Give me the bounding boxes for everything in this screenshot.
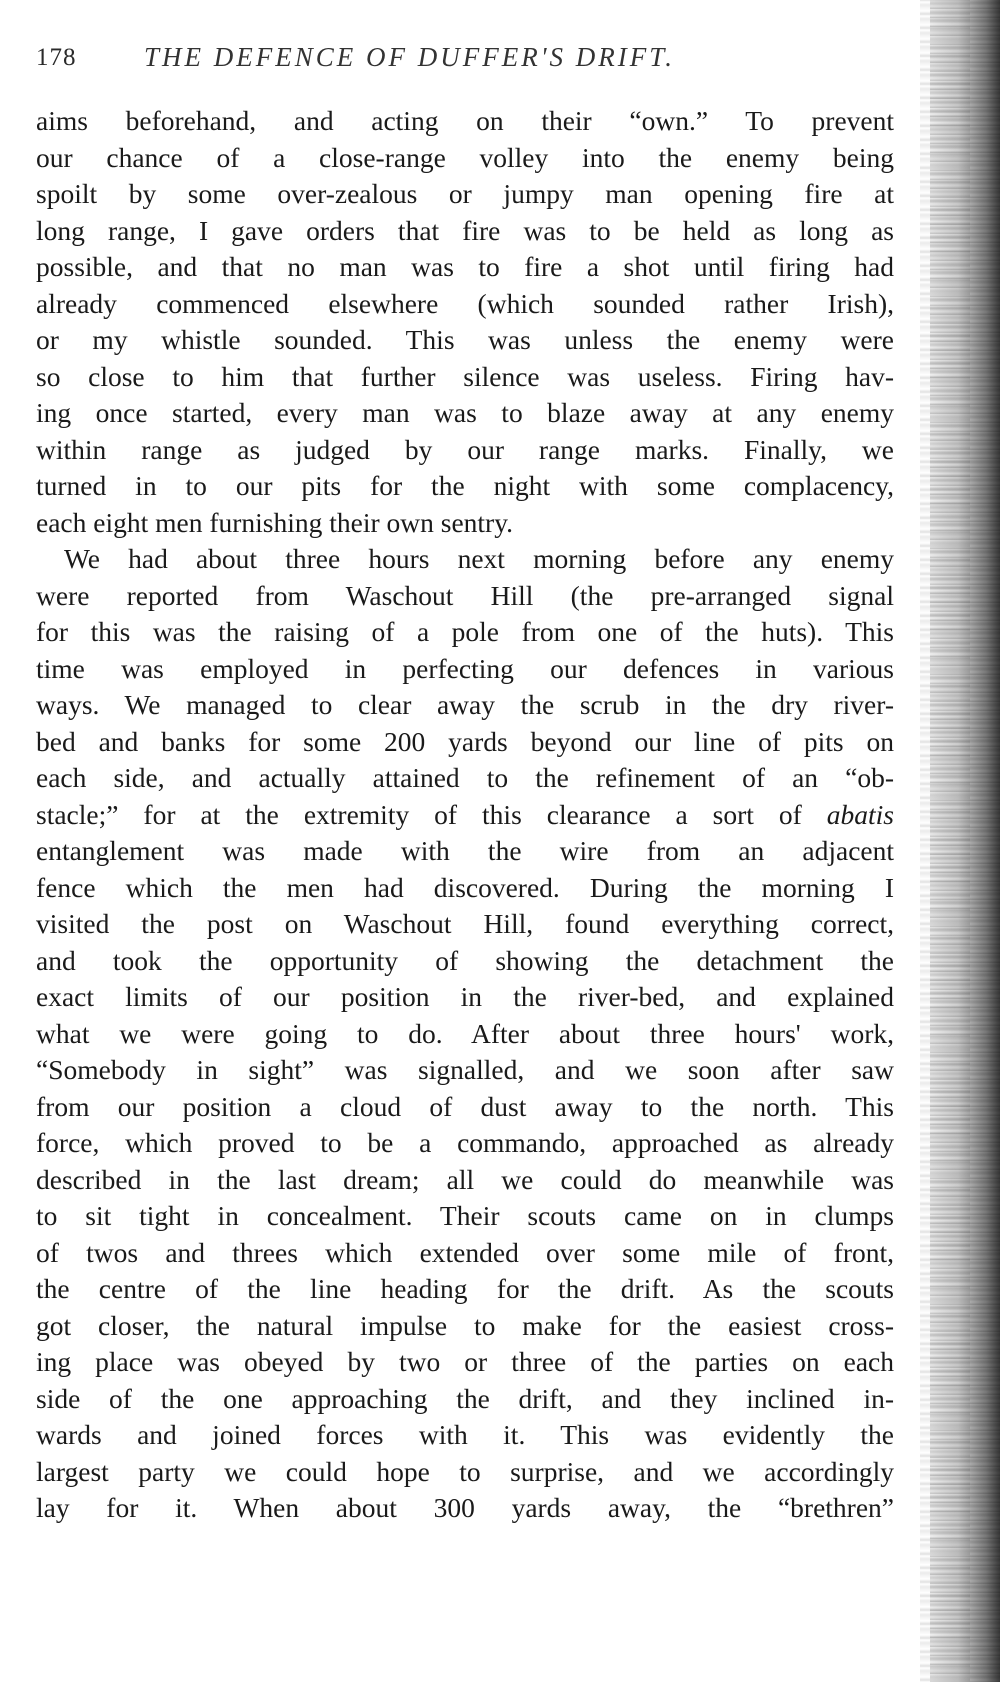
text-line: wards and joined forces with it. This was evidently the <box>36 1419 894 1450</box>
text-line: already commenced elsewhere (which sounded rather Irish), <box>36 287 894 319</box>
text-line: got closer, the natural impulse to make for the easiest cross- <box>36 1309 894 1341</box>
text-line: lay for it. When about 300 yards away, the “brethren” <box>36 1492 894 1523</box>
text-line: visited the post on Waschout Hill, found everything correct, <box>36 908 894 939</box>
text-line: described in the last dream; all we could do meanwhile was <box>36 1163 894 1195</box>
text-line: were reported from Waschout Hill (the pre-arranged signal <box>36 579 894 611</box>
text-line: or my whistle sounded. This was unless the enemy were <box>36 324 894 355</box>
text-line-with-italic <box>36 797 894 834</box>
text-line: ways. We managed to clear away the scrub in the dry river- <box>36 689 894 720</box>
text-line: spoilt by some over-zealous or jumpy man opening fire at <box>36 178 894 209</box>
text-line: the centre of the line heading for the drift. As the scouts <box>36 1273 894 1304</box>
text-line: time was employed in perfecting our defences in various <box>36 652 894 684</box>
text-line: fence which the men had discovered. During the morning I <box>36 871 894 903</box>
text-line: side of the one approaching the drift, and they inclined in- <box>36 1382 894 1414</box>
text-segment: stacle;” for at the extremity of this clearance a sort of <box>36 798 802 830</box>
text-line: each side, and actually attained to the refinement of an “ob- <box>36 762 894 793</box>
page-header <box>36 44 896 84</box>
text-line: ing place was obeyed by two or three of the parties on each <box>36 1346 894 1377</box>
page-number: 178 <box>36 44 77 71</box>
scan-gutter-speckle <box>920 0 970 1682</box>
text-line: our chance of a close-range volley into the enemy being <box>36 141 894 173</box>
body-text <box>36 103 894 1527</box>
text-line: so close to him that further silence was useless. Firing hav- <box>36 360 894 392</box>
text-line: force, which proved to be a commando, approached as already <box>36 1127 894 1158</box>
text-line: each eight men furnishing their own sentry. <box>36 506 514 538</box>
running-title: THE DEFENCE OF DUFFER'S DRIFT. <box>144 42 675 72</box>
text-line: exact limits of our position in the river-bed, and explained <box>36 981 894 1012</box>
text-line: long range, I gave orders that fire was to be held as long as <box>36 214 894 246</box>
paragraph-start-line: We had about three hours next morning before any enemy <box>64 543 894 574</box>
text-line: to sit tight in concealment. Their scouts came on in clumps <box>36 1200 894 1231</box>
text-line: entanglement was made with the wire from an adjacent <box>36 835 894 866</box>
text-line: of twos and threes which extended over some mile of front, <box>36 1236 894 1268</box>
text-line: ing once started, every man was to blaze away at any enemy <box>36 397 894 428</box>
text-line: for this was the raising of a pole from one of the huts). This <box>36 616 894 647</box>
text-line: possible, and that no man was to fire a shot until firing had <box>36 251 894 282</box>
text-line: within range as judged by our range marks. Finally, we <box>36 433 894 465</box>
italic-word: abatis <box>826 798 894 830</box>
text-line: turned in to our pits for the night with some complacency, <box>36 470 894 501</box>
text-line: “Somebody in sight” was signalled, and we soon after saw <box>36 1054 894 1085</box>
text-line: aims beforehand, and acting on their “own.” To prevent <box>36 105 894 136</box>
text-line: and took the opportunity of showing the detachment the <box>36 944 894 976</box>
text-line: largest party we could hope to surprise, and we accordingly <box>36 1455 894 1487</box>
text-line: what we were going to do. After about three hours' work, <box>36 1017 894 1049</box>
text-line: bed and banks for some 200 yards beyond our line of pits on <box>36 725 894 757</box>
text-line: from our position a cloud of dust away to the north. This <box>36 1090 894 1122</box>
